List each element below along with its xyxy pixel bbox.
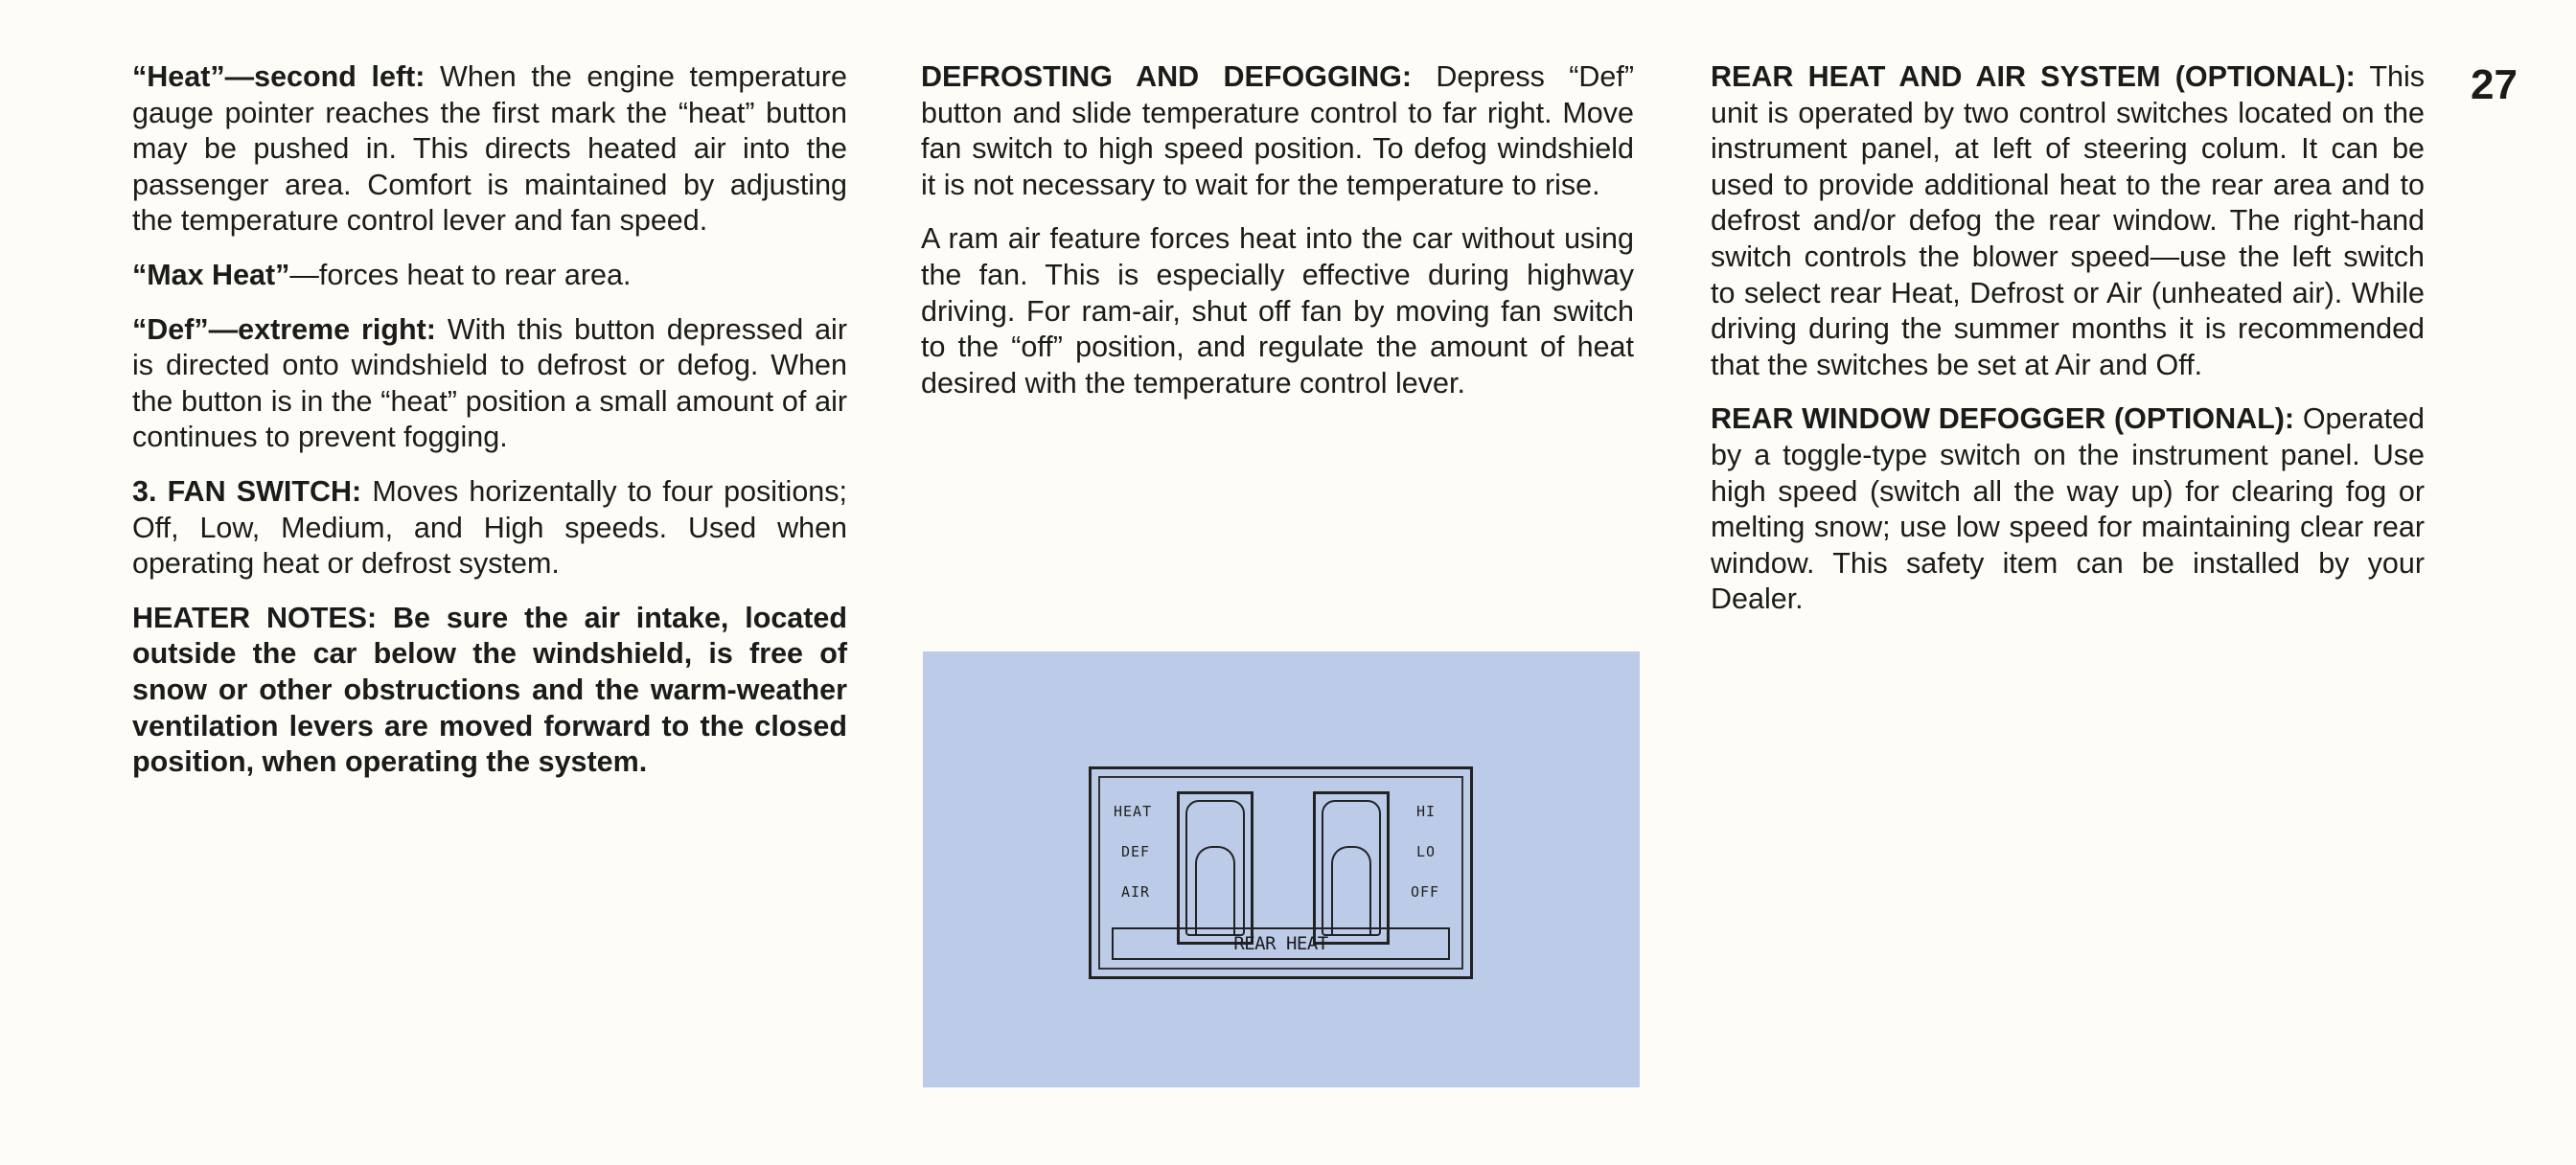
heading-defrosting: DEFROSTING AND DEFOGGING:	[921, 60, 1413, 93]
heading-fan-switch: 3. FAN SWITCH:	[132, 474, 362, 508]
rear-heat-label-bar: REAR HEAT	[1112, 927, 1450, 960]
heading-max-heat: “Max Heat”	[132, 258, 290, 291]
paragraph-ram-air: A ram air feature forces heat into the car without using the fan. This is especially effective during highway driving. For ram-air, shut off fan by moving fan switch to the “off” position, and regulate the amount of heat desired with the temperature control lever.	[921, 222, 1634, 400]
heading-def: “Def”—extreme right:	[132, 312, 436, 346]
text-heat: When the engine temperature gauge pointer reaches the first mark the “heat” button may be pushed in. This directs heated air into the passenger area. Comfort is maintained by adjusting the temperature control lever and fan speed.	[132, 60, 847, 238]
text-rear-heat: This unit is operated by two control switches located on the instrument panel, at left of steering colum. It can be used to provide additional heat to the rear area and to defrost and/or defog the rear window. The right-hand switch controls the blower speed—use the left switch to select rear Heat, Defrost or Air (unheated air). While driving during the summer months it is recommended that the switches be set at Air and Off.	[1711, 60, 2425, 381]
text-rear-defogger: Operated by a toggle-type switch on the instrument panel. Use high speed (switch all the way up) for clearing fog or melting snow; use low speed for maintaining clear rear window. This safety item can be installed by your Dealer.	[1711, 402, 2425, 616]
label-def: DEF	[1121, 843, 1151, 860]
paragraph-defrosting	[921, 59, 1634, 203]
heater-notes: HEATER NOTES: Be sure the air intake, located outside the car below the windshield, is free of snow or other obstructions and the warm-weather ventilation levers are moved forward to the closed position, when operating the system.	[132, 601, 847, 779]
paragraph-rear-defogger	[1711, 401, 2425, 618]
label-heat: HEAT	[1114, 803, 1153, 820]
mode-rocker-switch	[1177, 791, 1254, 945]
paragraph-heat	[132, 59, 847, 240]
blower-rocker-switch	[1313, 791, 1390, 945]
rear-heat-control-illustration	[923, 651, 1640, 1087]
column-middle	[921, 59, 1634, 420]
heading-rear-defogger: REAR WINDOW DEFOGGER (OPTIONAL):	[1711, 402, 2295, 436]
label-hi: HI	[1416, 803, 1437, 820]
text-defrosting: Depress “Def” button and slide temperature control to far right. Move fan switch to high speed position. To defog windshield it is not necessary to wait for the temperature to rise.	[921, 60, 1634, 201]
heading-heat: “Heat”—second left:	[132, 60, 426, 93]
column-left	[132, 59, 847, 799]
text-max-heat: —forces heat to rear area.	[289, 258, 632, 291]
label-off: OFF	[1411, 883, 1440, 901]
paragraph-fan-switch	[132, 474, 847, 582]
paragraph-def	[132, 312, 847, 456]
paragraph-max-heat	[132, 258, 847, 294]
column-right	[1711, 59, 2425, 636]
page-number: 27	[2471, 61, 2518, 108]
text-fan-switch: Moves horizentally to four positions; Off, Low, Medium, and High speeds. Used when operating heat or defrost system.	[132, 474, 847, 581]
label-air: AIR	[1121, 883, 1151, 901]
text-def: With this button depressed air is directed onto windshield to defrost or defog. When the button is in the “heat” position a small amount of air continues to prevent fogging.	[132, 312, 847, 454]
heading-rear-heat: REAR HEAT AND AIR SYSTEM (OPTIONAL):	[1711, 60, 2356, 93]
control-panel-inner	[1098, 776, 1463, 970]
label-lo: LO	[1416, 843, 1437, 860]
control-panel	[1089, 766, 1473, 979]
paragraph-rear-heat	[1711, 59, 2425, 383]
